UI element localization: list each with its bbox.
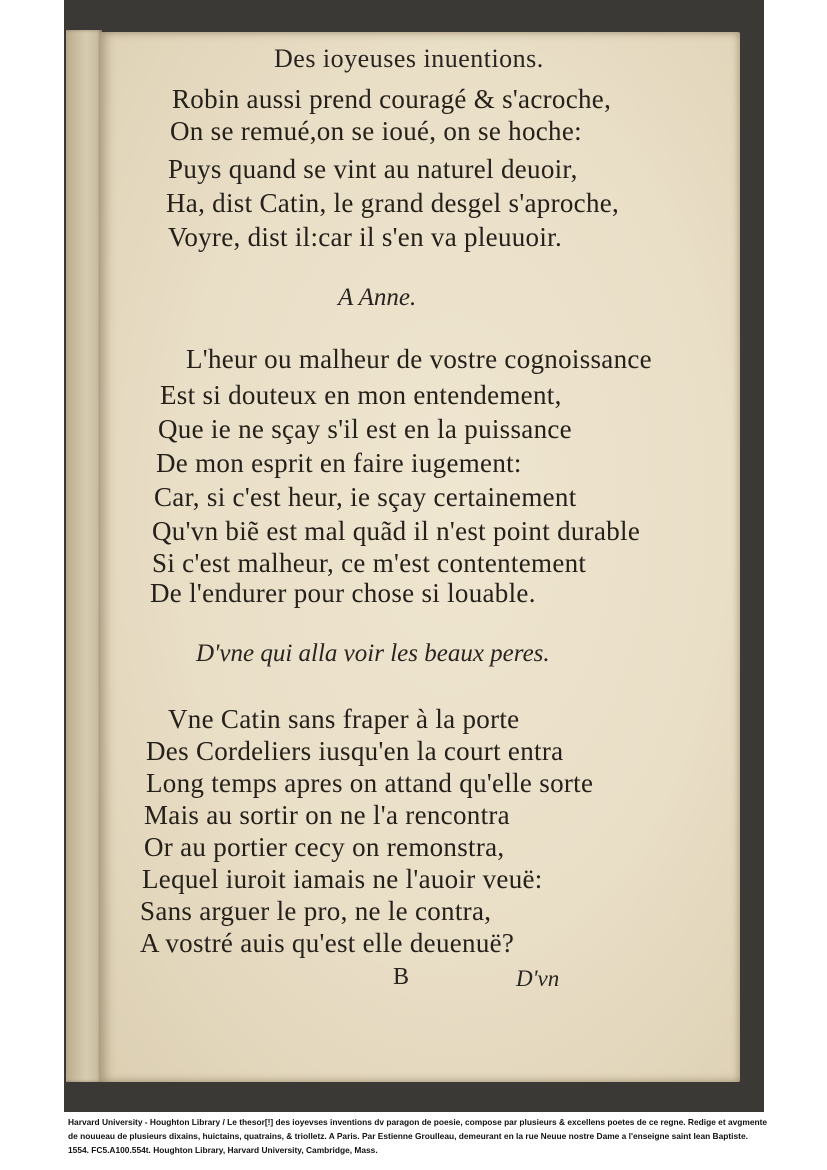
catchword: D'vn: [516, 966, 560, 991]
poem-heading-anne: A Anne.: [338, 284, 417, 311]
verse-line: Que ie ne sçay s'il est en la puissance: [158, 414, 572, 444]
signature-mark: B: [393, 964, 410, 990]
verse-line: Car, si c'est heur, ie sçay certainement: [154, 482, 577, 512]
verse-line: Est si douteux en mon entendement,: [160, 380, 562, 410]
verse-line: Si c'est malheur, ce m'est contentement: [152, 548, 587, 578]
verse-line: De l'endurer pour chose si louable.: [150, 578, 536, 608]
verse-line: L'heur ou malheur de vostre cognoissance: [186, 344, 652, 374]
verse-line: Ha, dist Catin, le grand desgel s'aproche,: [166, 188, 620, 218]
verse-line: Long temps apres on attand qu'elle sorte: [146, 768, 594, 798]
running-head: Des ioyeuses inuentions.: [274, 44, 544, 73]
verse-line: Puys quand se vint au naturel deuoir,: [168, 154, 578, 184]
verse-line: A vostré auis qu'est elle deuenuë?: [140, 928, 515, 958]
verse-line: Qu'vn biẽ est mal quãd il n'est point durable: [152, 516, 641, 546]
image-caption: Harvard University - Houghton Library / Le thesor[!] des ioyevses inventions dv paragon de poesie, compose par plusieurs & excellens poetes de ce regne. Redige et avgmente de nouueau de plusieurs dixains, huictains, quatrains, & triolletz. A Paris. Par Estienne Groulleau, demeurant en la rue Neuue nostre Dame a l'enseigne saint Iean Baptiste. 1554. FC5.A100.554t. Houghton Library, Harvard University, Cambridge, Mass.: [68, 1117, 768, 1155]
verse-line: De mon esprit en faire iugement:: [156, 448, 522, 478]
verse-line: Des Cordeliers iusqu'en la court entra: [146, 736, 564, 766]
left-page-edge: [66, 30, 102, 1082]
verse-line: Lequel iuroit iamais ne l'auoir veuë:: [142, 864, 543, 894]
verse-line: Robin aussi prend couragé & s'acroche,: [172, 84, 612, 114]
poem-heading-dvne: D'vne qui alla voir les beaux peres.: [196, 640, 550, 667]
verse-line: Voyre, dist il:car il s'en va pleuuoir.: [168, 222, 562, 252]
verse-line: Vne Catin sans fraper à la porte: [168, 704, 520, 734]
verse-line: Or au portier cecy on remonstra,: [144, 832, 505, 862]
verse-line: On se remué,on se ioué, on se hoche:: [170, 116, 582, 146]
verse-line: Mais au sortir on ne l'a rencontra: [144, 800, 510, 830]
verse-line: Sans arguer le pro, ne le contra,: [140, 896, 492, 926]
